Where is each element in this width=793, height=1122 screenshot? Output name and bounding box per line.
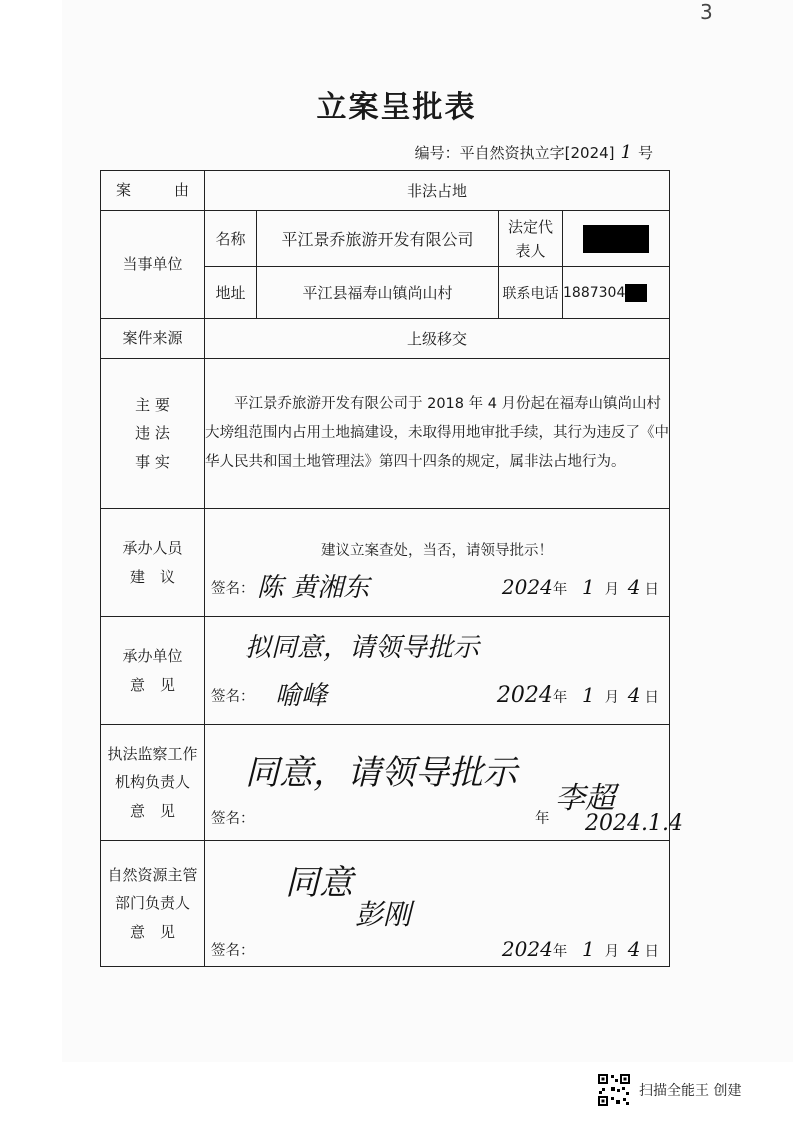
party-label: 当事单位 — [101, 211, 205, 319]
facts-label-line: 事 实 — [135, 452, 170, 471]
party-name-label: 名称 — [205, 211, 257, 267]
scanner-watermark — [597, 1072, 741, 1108]
handler-label-line: 建 议 — [129, 567, 175, 586]
party-rep-value — [563, 211, 670, 267]
supervisor-label-line: 执法监察工作 — [107, 744, 198, 763]
phone-visible-part: 1887304 — [563, 284, 626, 301]
document-title: 立案呈批表 — [316, 90, 477, 125]
approval-form-table — [100, 170, 683, 967]
day-char: 日 — [644, 582, 660, 598]
director-label-line: 自然资源主管 — [107, 865, 198, 884]
party-address-label: 地址 — [205, 267, 257, 319]
month-char: 月 — [604, 944, 620, 960]
document-number — [415, 142, 653, 163]
director-label-line: 意 见 — [129, 922, 175, 941]
unit-date — [497, 683, 659, 708]
unit-sign-label: 签名： — [211, 689, 255, 705]
director-signature: 彭刚 — [355, 898, 412, 931]
month-char: 月 — [604, 690, 620, 706]
unit-label-line: 承办单位 — [122, 647, 183, 665]
row-facts — [101, 359, 670, 509]
handler-opinion-cell — [205, 509, 670, 617]
party-rep-label: 法定代表人 — [499, 211, 563, 267]
unit-date-year: 2024 — [496, 683, 553, 708]
director-date-month: 1 — [581, 937, 595, 961]
row-handler — [101, 509, 670, 617]
facts-label-line: 违 法 — [135, 424, 170, 443]
day-char: 日 — [644, 690, 660, 706]
facts-label — [101, 359, 205, 509]
party-phone-label: 联系电话 — [499, 267, 563, 319]
director-date-day: 4 — [627, 937, 641, 961]
unit-opinion-cell — [205, 617, 670, 725]
redaction-block — [583, 225, 649, 253]
page-corner-mark: 3 — [700, 0, 713, 24]
director-sign-label: 签名： — [211, 943, 255, 959]
year-char: 年 — [552, 690, 568, 706]
director-label-line: 部门负责人 — [114, 894, 190, 913]
party-phone-value — [563, 267, 670, 319]
doc-number-prefix: 编号：平自然资执立字[2024] — [414, 144, 615, 162]
supervisor-label — [101, 725, 205, 841]
handler-sign-label: 签名： — [211, 581, 255, 597]
supervisor-date: 2024.1.4 — [585, 811, 683, 836]
handler-opinion: 建议立案查处，当否，请领导批示！ — [321, 543, 553, 559]
director-opinion: 同意 — [285, 863, 353, 903]
director-date-year: 2024 — [501, 937, 553, 961]
unit-date-day: 4 — [627, 683, 641, 707]
handler-date — [502, 575, 659, 599]
doc-number-value: 1 — [620, 142, 632, 163]
handler-date-month: 1 — [581, 575, 595, 599]
handler-label-line: 承办人员 — [122, 539, 183, 557]
supervisor-signature: 李超 — [555, 781, 615, 816]
row-unit — [101, 617, 670, 725]
party-name-value: 平江景乔旅游开发有限公司 — [257, 211, 499, 267]
case-reason-label: 案 由 — [101, 171, 205, 211]
handler-label — [101, 509, 205, 617]
row-supervisor — [101, 725, 670, 841]
handler-signature: 陈 黄湘东 — [257, 573, 370, 603]
supervisor-year-char: 年 — [535, 811, 550, 827]
director-label — [101, 841, 205, 967]
unit-label — [101, 617, 205, 725]
facts-text: 平江景乔旅游开发有限公司于 2018 年 4 月份起在福寿山镇尚山村大塝组范围内占用土地搞建设，未取得用地审批手续，其行为违反了《中华人民共和国土地管理法》第四十四条的规定，属非法占地行为。 — [205, 359, 670, 509]
row-case-reason — [101, 171, 670, 211]
handler-date-year: 2024 — [501, 575, 553, 599]
supervisor-opinion-cell — [205, 725, 683, 841]
year-char: 年 — [552, 582, 568, 598]
doc-number-suffix: 号 — [637, 144, 653, 162]
party-address-value: 平江县福寿山镇尚山村 — [257, 267, 499, 319]
case-reason-value: 非法占地 — [205, 171, 670, 211]
supervisor-label-line: 机构负责人 — [114, 773, 190, 792]
case-source-label: 案件来源 — [101, 319, 205, 359]
supervisor-label-line: 意 见 — [129, 801, 175, 820]
row-director — [101, 841, 670, 967]
row-party-name — [101, 211, 670, 267]
unit-opinion: 拟同意，请领导批示 — [245, 633, 480, 663]
qr-code-icon — [597, 1073, 631, 1107]
unit-label-line: 意 见 — [129, 675, 175, 694]
supervisor-opinion: 同意，请领导批示 — [245, 753, 517, 793]
director-date — [502, 937, 659, 961]
phone-redaction — [625, 284, 647, 302]
unit-signature: 喻峰 — [275, 681, 328, 711]
unit-date-month: 1 — [581, 683, 595, 707]
director-opinion-cell — [205, 841, 670, 967]
watermark-text: 扫描全能王 创建 — [639, 1083, 742, 1099]
supervisor-sign-label: 签名： — [211, 811, 255, 827]
case-source-value: 上级移交 — [205, 319, 670, 359]
day-char: 日 — [644, 944, 660, 960]
row-case-source — [101, 319, 670, 359]
month-char: 月 — [604, 582, 620, 598]
facts-label-line: 主 要 — [135, 395, 170, 414]
handler-date-day: 4 — [627, 575, 641, 599]
year-char: 年 — [552, 944, 568, 960]
